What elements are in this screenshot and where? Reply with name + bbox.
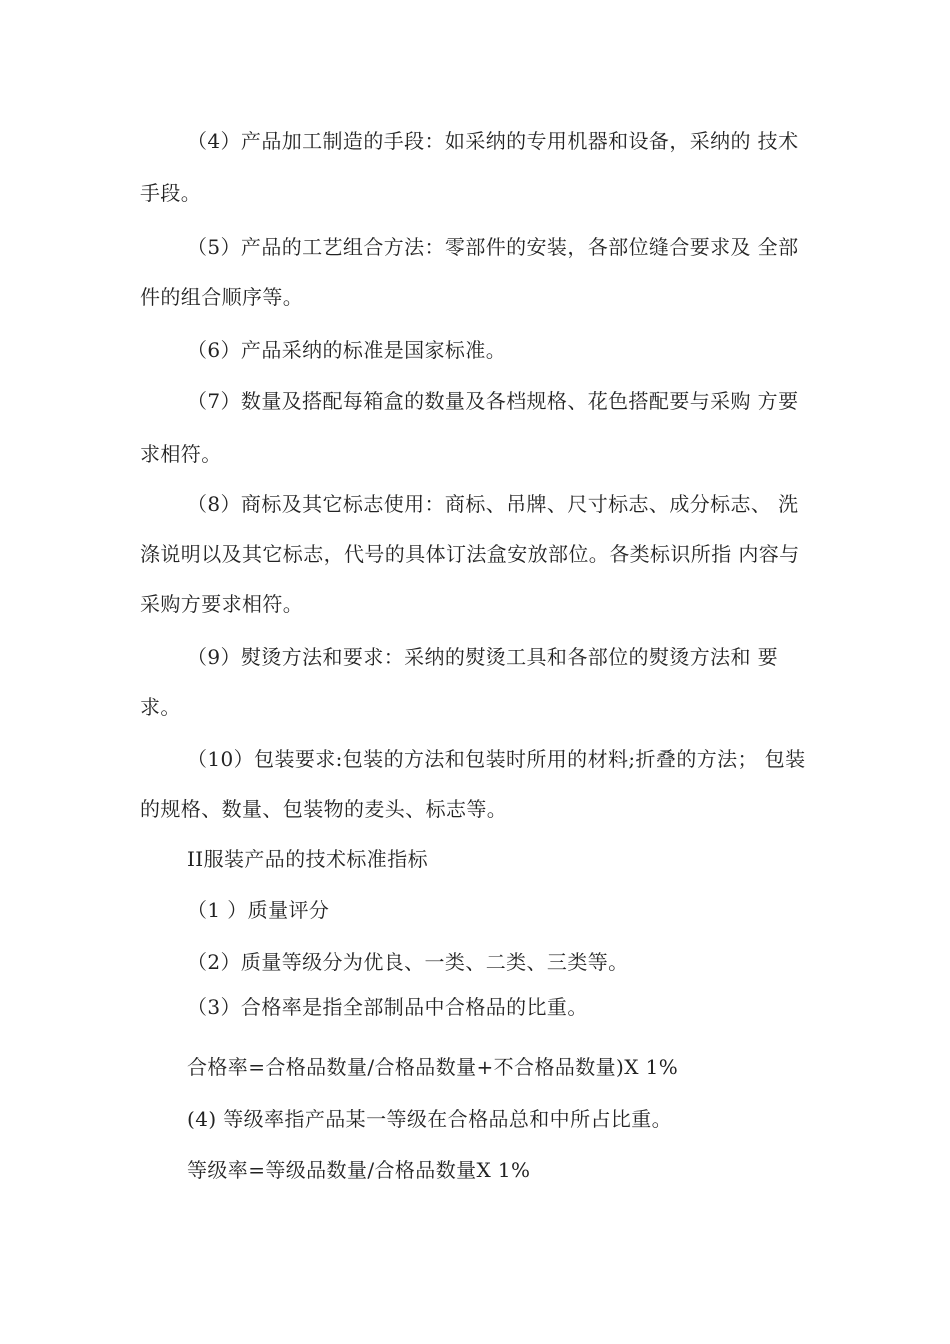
paragraph-7-line-1: （7）数量及搭配每箱盒的数量及各档规格、花色搭配要与采购 方要 — [187, 389, 799, 413]
list-item-4: (4) 等级率指产品某一等级在合格品总和中所占比重。 — [187, 1107, 673, 1131]
paragraph-5-line-1: （5）产品的工艺组合方法：零部件的安装，各部位缝合要求及 全部 — [187, 235, 799, 259]
formula-pass-rate: 合格率=合格品数量/合格品数量+不合格品数量)X 1% — [187, 1055, 679, 1079]
section-heading: II服装产品的技术标准指标 — [187, 847, 429, 871]
paragraph-10-line-1: （10）包装要求:包装的方法和包装时所用的材料;折叠的方法； 包装 — [187, 747, 806, 771]
list-item-2: （2）质量等级分为优良、一类、二类、三类等。 — [187, 950, 629, 974]
paragraph-5-line-2: 件的组合顺序等。 — [140, 285, 304, 309]
paragraph-7-line-2: 求相符。 — [140, 442, 222, 466]
list-item-3: （3）合格率是指全部制品中合格品的比重。 — [187, 995, 588, 1019]
paragraph-4-line-2: 手段。 — [140, 181, 202, 205]
paragraph-6-line-1: （6）产品采纳的标准是国家标准。 — [187, 338, 507, 362]
paragraph-4-line-1: （4）产品加工制造的手段：如采纳的专用机器和设备，采纳的 技术 — [187, 129, 799, 153]
paragraph-9-line-1: （9）熨烫方法和要求：采纳的熨烫工具和各部位的熨烫方法和 要 — [187, 645, 779, 669]
formula-grade-rate: 等级率=等级品数量/合格品数量X 1% — [187, 1158, 531, 1182]
paragraph-9-line-2: 求。 — [140, 695, 181, 719]
paragraph-8-line-2: 涤说明以及其它标志，代号的具体订法盒安放部位。各类标识所指 内容与 — [140, 542, 800, 566]
paragraph-8-line-1: （8）商标及其它标志使用：商标、吊牌、尺寸标志、成分标志、 洗 — [187, 492, 799, 516]
paragraph-10-line-2: 的规格、数量、包装物的麦头、标志等。 — [140, 797, 508, 821]
paragraph-8-line-3: 采购方要求相符。 — [140, 592, 304, 616]
list-item-1: （1 ）质量评分 — [187, 898, 330, 922]
